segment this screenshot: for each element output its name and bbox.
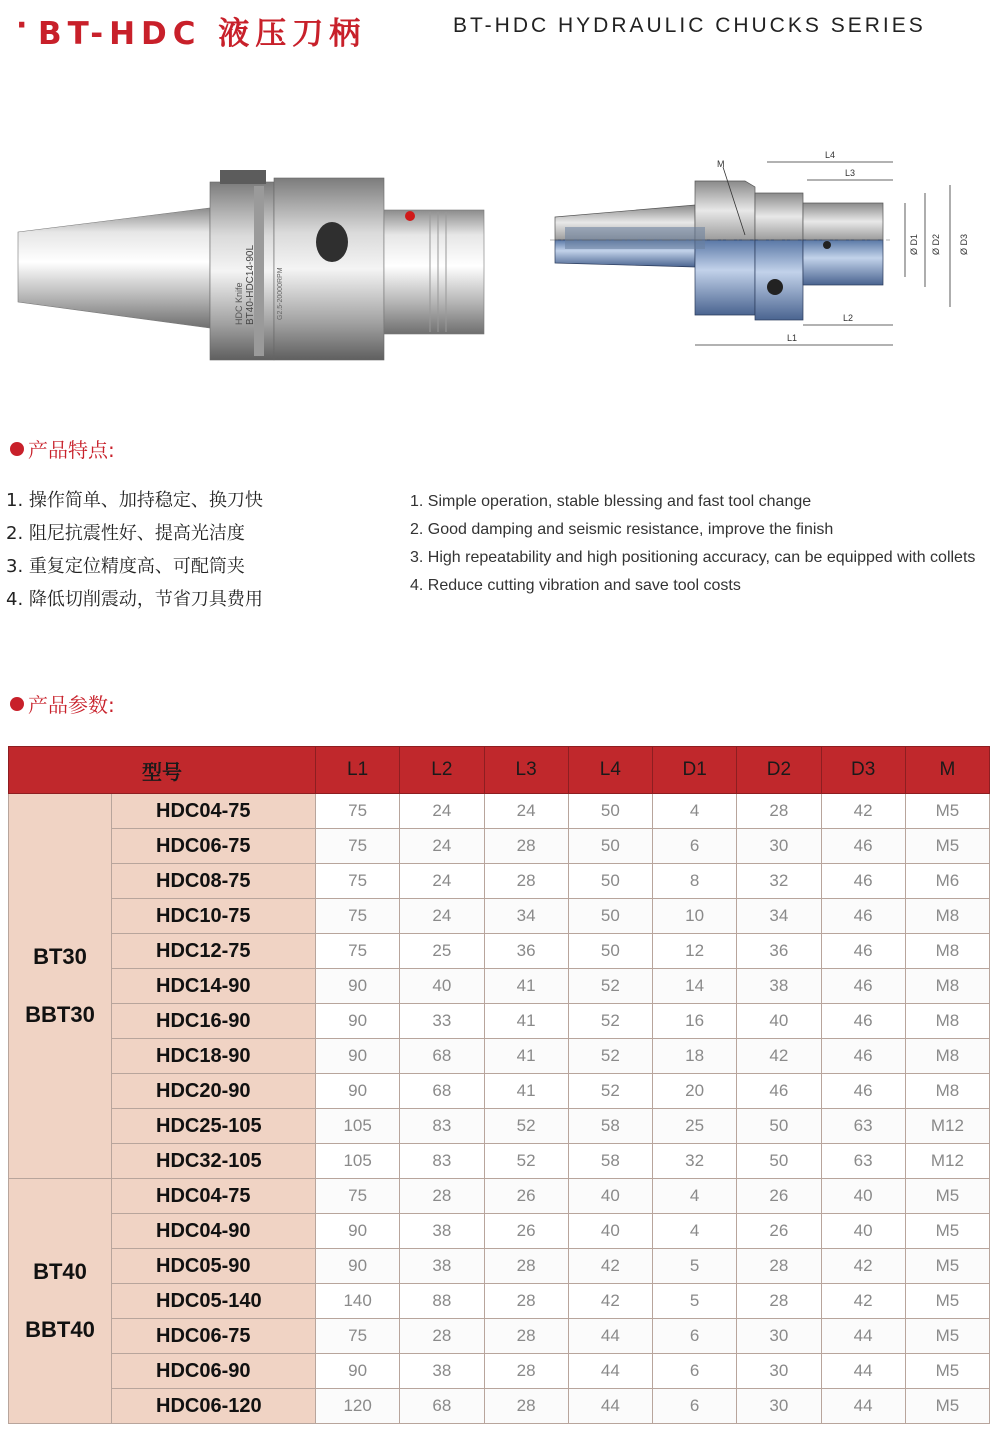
value-cell-l3: 28 [484,1389,568,1424]
value-cell-l4: 42 [568,1284,652,1319]
flange [210,182,274,360]
red-bullet-icon [10,697,24,711]
value-cell-l1: 75 [316,899,400,934]
value-cell-l3: 28 [484,864,568,899]
value-cell-d1: 18 [653,1039,737,1074]
table-row [9,969,990,1004]
value-cell-d2: 30 [737,1319,821,1354]
red-bullet-icon [10,442,24,456]
value-cell-d1: 25 [653,1109,737,1144]
value-cell-l4: 44 [568,1389,652,1424]
model-cell: HDC08-75 [112,864,316,899]
value-cell-l3: 36 [484,934,568,969]
table-row [9,1389,990,1424]
value-cell-d3: 42 [821,1249,905,1284]
label-d1: Ø D1 [909,233,919,255]
value-cell-d3: 40 [821,1214,905,1249]
value-cell-d1: 5 [653,1249,737,1284]
value-cell-d3: 63 [821,1144,905,1179]
header-l2: L2 [400,747,484,794]
header-l3: L3 [484,747,568,794]
value-cell-l1: 90 [316,969,400,1004]
value-cell-d2: 30 [737,1389,821,1424]
value-cell-l2: 38 [400,1249,484,1284]
feature-en-item: 1. Simple operation, stable blessing and fast tool change [410,493,812,510]
value-cell-l4: 50 [568,864,652,899]
value-cell-l3: 28 [484,829,568,864]
value-cell-l4: 50 [568,794,652,829]
value-cell-m: M8 [905,1004,989,1039]
product-photo [10,160,490,370]
value-cell-l2: 24 [400,794,484,829]
value-cell-m: M5 [905,1319,989,1354]
series-name-alt: BBT40 [25,1317,95,1342]
value-cell-d2: 46 [737,1074,821,1109]
table-row [9,864,990,899]
value-cell-l4: 58 [568,1109,652,1144]
value-cell-l2: 25 [400,934,484,969]
value-cell-d1: 8 [653,864,737,899]
feature-en-item: 4. Reduce cutting vibration and save tool costs [410,577,741,594]
value-cell-l3: 41 [484,1039,568,1074]
value-cell-l2: 24 [400,864,484,899]
value-cell-d2: 28 [737,1284,821,1319]
model-cell: HDC06-120 [112,1389,316,1424]
engraving-text-3: G2.5-20000RPM [277,267,284,320]
series-cell [9,794,112,1179]
value-cell-l2: 68 [400,1389,484,1424]
model-cell: HDC18-90 [112,1039,316,1074]
table-row [9,829,990,864]
body [274,178,384,360]
value-cell-l2: 38 [400,1214,484,1249]
value-cell-l2: 88 [400,1284,484,1319]
model-cell: HDC04-90 [112,1214,316,1249]
value-cell-m: M12 [905,1109,989,1144]
table-row [9,1074,990,1109]
value-cell-d3: 42 [821,794,905,829]
clamping-screw [316,222,348,262]
header-d3: D3 [821,747,905,794]
value-cell-m: M5 [905,1354,989,1389]
value-cell-l1: 90 [316,1214,400,1249]
value-cell-d2: 50 [737,1144,821,1179]
model-cell: HDC05-140 [112,1284,316,1319]
value-cell-d2: 42 [737,1039,821,1074]
value-cell-d2: 28 [737,794,821,829]
value-cell-d1: 6 [653,1319,737,1354]
value-cell-d3: 42 [821,1284,905,1319]
value-cell-l4: 58 [568,1144,652,1179]
value-cell-d3: 44 [821,1354,905,1389]
value-cell-d1: 14 [653,969,737,1004]
value-cell-l1: 75 [316,1319,400,1354]
header-m: M [905,747,989,794]
label-l4: L4 [825,150,836,160]
feature-en-item: 2. Good damping and seismic resistance, improve the finish [410,521,834,538]
header-l4: L4 [568,747,652,794]
value-cell-m: M8 [905,969,989,1004]
feature-cn-item: 4. 降低切削震动，节省刀具费用 [6,589,263,610]
value-cell-d2: 50 [737,1109,821,1144]
red-dot-marker [405,211,415,221]
value-cell-l3: 41 [484,1074,568,1109]
value-cell-d2: 38 [737,969,821,1004]
label-l2: L2 [843,313,854,323]
nose [384,210,484,334]
value-cell-m: M6 [905,864,989,899]
value-cell-l3: 26 [484,1214,568,1249]
table-row [9,1039,990,1074]
series-cell [9,1179,112,1424]
page-title-en: BT-HDC HYDRAULIC CHUCKS SERIES [453,14,926,37]
value-cell-l3: 34 [484,899,568,934]
value-cell-l2: 40 [400,969,484,1004]
value-cell-l3: 52 [484,1144,568,1179]
value-cell-m: M5 [905,794,989,829]
value-cell-l1: 90 [316,1004,400,1039]
model-cell: HDC16-90 [112,1004,316,1039]
value-cell-d3: 46 [821,969,905,1004]
value-cell-l1: 75 [316,934,400,969]
params-table [8,746,990,1424]
table-row [9,1214,990,1249]
value-cell-d1: 4 [653,1179,737,1214]
value-cell-l2: 24 [400,829,484,864]
header-l1: L1 [316,747,400,794]
value-cell-d3: 63 [821,1109,905,1144]
label-d2: Ø D2 [931,233,941,255]
value-cell-m: M8 [905,1074,989,1109]
value-cell-l3: 41 [484,1004,568,1039]
value-cell-d3: 46 [821,899,905,934]
value-cell-l4: 40 [568,1179,652,1214]
model-cell: HDC20-90 [112,1074,316,1109]
value-cell-l1: 140 [316,1284,400,1319]
value-cell-l1: 105 [316,1109,400,1144]
model-cell: HDC06-90 [112,1354,316,1389]
table-row [9,1319,990,1354]
value-cell-d1: 32 [653,1144,737,1179]
value-cell-l2: 38 [400,1354,484,1389]
value-cell-d3: 46 [821,1074,905,1109]
value-cell-l2: 68 [400,1039,484,1074]
label-l1: L1 [787,333,798,343]
value-cell-d2: 26 [737,1179,821,1214]
value-cell-l1: 75 [316,829,400,864]
header-d2: D2 [737,747,821,794]
table-row [9,1144,990,1179]
model-cell: HDC32-105 [112,1144,316,1179]
value-cell-d3: 44 [821,1389,905,1424]
value-cell-m: M8 [905,934,989,969]
value-cell-d1: 6 [653,829,737,864]
table-row [9,1004,990,1039]
value-cell-d3: 46 [821,1004,905,1039]
value-cell-d1: 10 [653,899,737,934]
value-cell-l4: 52 [568,1004,652,1039]
value-cell-l2: 28 [400,1319,484,1354]
engraving-text-2: BT40-HDC14-90L [245,244,256,325]
value-cell-d2: 40 [737,1004,821,1039]
value-cell-l3: 26 [484,1179,568,1214]
header-d1: D1 [653,747,737,794]
value-cell-l2: 33 [400,1004,484,1039]
value-cell-l1: 90 [316,1354,400,1389]
label-d3: Ø D3 [959,233,969,255]
value-cell-m: M5 [905,1179,989,1214]
value-cell-d3: 46 [821,864,905,899]
label-l3: L3 [845,168,856,178]
table-row [9,1249,990,1284]
value-cell-m: M12 [905,1144,989,1179]
value-cell-l3: 28 [484,1249,568,1284]
value-cell-d2: 36 [737,934,821,969]
value-cell-m: M8 [905,1039,989,1074]
model-cell: HDC10-75 [112,899,316,934]
feature-cn-item: 2. 阻尼抗震性好、提高光洁度 [6,523,245,544]
value-cell-d3: 46 [821,1039,905,1074]
features-heading: 产品特点: [10,434,115,463]
value-cell-l1: 120 [316,1389,400,1424]
value-cell-l1: 75 [316,864,400,899]
value-cell-l4: 52 [568,969,652,1004]
value-cell-d1: 12 [653,934,737,969]
value-cell-d2: 30 [737,829,821,864]
value-cell-l1: 105 [316,1144,400,1179]
model-cell: HDC05-90 [112,1249,316,1284]
value-cell-l4: 44 [568,1354,652,1389]
table-row [9,899,990,934]
params-table-body [9,794,990,1424]
value-cell-l1: 75 [316,1179,400,1214]
taper-shank [18,208,210,328]
feature-en-item: 3. High repeatability and high positioning accuracy, can be equipped with collets [410,549,976,566]
header-model: 型号 [9,747,316,794]
label-m: M [717,159,725,169]
value-cell-l1: 75 [316,794,400,829]
value-cell-l2: 83 [400,1109,484,1144]
value-cell-l2: 24 [400,899,484,934]
series-name: BT40 [33,1259,87,1284]
value-cell-m: M5 [905,829,989,864]
value-cell-l1: 90 [316,1249,400,1284]
technical-drawing [545,145,985,360]
value-cell-d1: 16 [653,1004,737,1039]
value-cell-l3: 28 [484,1354,568,1389]
value-cell-l3: 28 [484,1319,568,1354]
value-cell-l2: 68 [400,1074,484,1109]
value-cell-m: M5 [905,1249,989,1284]
value-cell-d2: 28 [737,1249,821,1284]
value-cell-d2: 30 [737,1354,821,1389]
value-cell-d2: 34 [737,899,821,934]
value-cell-l4: 50 [568,829,652,864]
table-row [9,1109,990,1144]
value-cell-l3: 52 [484,1109,568,1144]
value-cell-l2: 83 [400,1144,484,1179]
table-row [9,934,990,969]
series-name-alt: BBT30 [25,1002,95,1027]
page-title-cn: BT-HDC 液压刀柄 [38,16,367,52]
value-cell-d1: 5 [653,1284,737,1319]
value-cell-l4: 44 [568,1319,652,1354]
value-cell-d1: 4 [653,794,737,829]
value-cell-l3: 41 [484,969,568,1004]
value-cell-d1: 6 [653,1389,737,1424]
value-cell-d2: 32 [737,864,821,899]
value-cell-d3: 44 [821,1319,905,1354]
model-cell: HDC04-75 [112,794,316,829]
value-cell-d1: 20 [653,1074,737,1109]
value-cell-l3: 28 [484,1284,568,1319]
features-list-cn [6,484,263,616]
table-row [9,1179,990,1214]
table-row [9,1284,990,1319]
table-header-row [9,747,990,794]
value-cell-l4: 42 [568,1249,652,1284]
value-cell-l3: 24 [484,794,568,829]
value-cell-d3: 40 [821,1179,905,1214]
value-cell-l4: 52 [568,1074,652,1109]
value-cell-l4: 40 [568,1214,652,1249]
value-cell-l4: 50 [568,899,652,934]
model-cell: HDC14-90 [112,969,316,1004]
value-cell-l2: 28 [400,1179,484,1214]
value-cell-d3: 46 [821,934,905,969]
series-name: BT30 [33,944,87,969]
value-cell-m: M5 [905,1214,989,1249]
value-cell-d2: 26 [737,1214,821,1249]
value-cell-d1: 4 [653,1214,737,1249]
engraving-text-1: HDC Knife [234,282,244,325]
params-heading: 产品参数: [10,689,115,718]
value-cell-m: M8 [905,899,989,934]
feature-cn-item: 3. 重复定位精度高、可配筒夹 [6,556,245,577]
features-list-en [410,488,975,600]
value-cell-m: M5 [905,1284,989,1319]
model-cell: HDC06-75 [112,829,316,864]
value-cell-d1: 6 [653,1354,737,1389]
feature-cn-item: 1. 操作简单、加持稳定、换刀快 [6,490,263,511]
value-cell-l1: 90 [316,1074,400,1109]
model-cell: HDC12-75 [112,934,316,969]
value-cell-l4: 50 [568,934,652,969]
value-cell-d3: 46 [821,829,905,864]
value-cell-l4: 52 [568,1039,652,1074]
model-cell: HDC25-105 [112,1109,316,1144]
table-row [9,1354,990,1389]
value-cell-l1: 90 [316,1039,400,1074]
model-cell: HDC04-75 [112,1179,316,1214]
title-bullet: · [16,8,28,43]
value-cell-m: M5 [905,1389,989,1424]
table-row [9,794,990,829]
model-cell: HDC06-75 [112,1319,316,1354]
